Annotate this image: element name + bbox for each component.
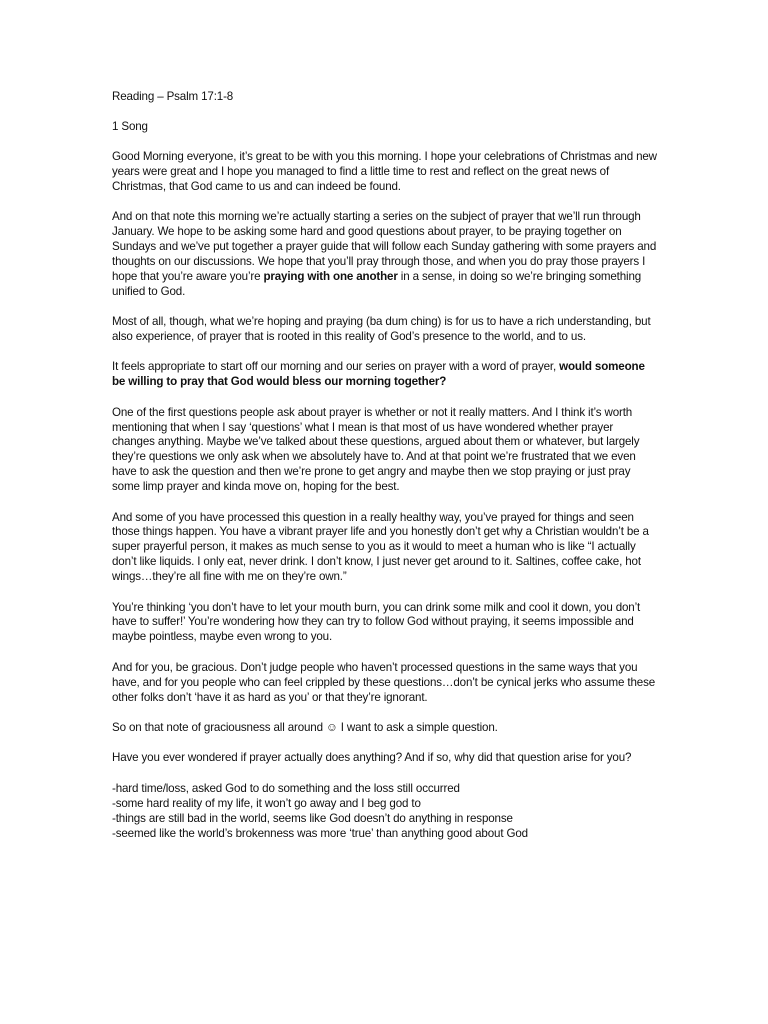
paragraph-you-are-thinking: You’re thinking ‘you don’t have to let your mouth burn, you can drink some milk and cool it down, you don’t have to suffer!’ You’re wondering how they can try to follow God without praying, it seems impossible and maybe pointless, maybe even wrong to you. [112,600,641,644]
list-item: -hard time/loss, asked God to do something and the loss still occurred [112,781,460,795]
paragraph-series-text-b: in a sense, in doing so we’re bringing something unified to God. [112,269,642,298]
paragraph-series-intro [112,210,657,299]
list-item: -seemed like the world’s brokenness was more ‘true’ than anything good about God [112,826,528,840]
song-line: 1 Song [112,119,148,133]
document-page [112,90,657,841]
paragraph-series-text-a: And on that note this morning we’re actually starting a series on the subject of prayer that we’ll run through January. We hope to be asking some hard and good questions about prayer, to be praying together on Sundays and we’ve put together a prayer guide that will follow each Sunday gathering with some prayers and thoughts on our discussions. We hope that you’ll pray through those, and when you do pray those prayers I hope that you’re aware you’re [112,210,657,283]
paragraph-series-emphasis: praying with one another [263,269,398,283]
paragraph-opening-prayer-emphasis: would someone be willing to pray that God would bless our morning together? [112,360,645,389]
list-item: -some hard reality of my life, it won’t go away and I beg god to [112,796,421,810]
reasons-list [112,782,657,842]
paragraph-graciousness: So on that note of graciousness all around ☺ I want to ask a simple question. [112,721,498,734]
paragraph-opening-prayer-text: It feels appropriate to start off our morning and our series on prayer with a word of prayer, [112,360,560,374]
paragraph-be-gracious: And for you, be gracious. Don’t judge people who haven’t processed questions in the same ways that you have, and for you people who can feel crippled by these questions…don’t be cynical jerks who assume these other folks don’t ‘have it as hard as you’ or that they’re ignorant. [112,660,656,704]
paragraph-healthy-processing: And some of you have processed this question in a really healthy way, you’ve prayed for things and seen those things happen. You have a vibrant prayer life and you honestly don’t get why a Christian wouldn’t be a super prayerful person, it makes as much sense to you as it would to meet a human who is like “I actually don’t like liquids. I only eat, never drink. I don’t know, I just never get around to it. Saltines, coffee cake, hot wings…they’re all fine with me on they’re own.” [112,510,649,584]
paragraph-hope: Most of all, though, what we’re hoping and praying (ba dum ching) is for us to have a rich understanding, but also experience, of prayer that is rooted in this reality of God’s presence to the world, and to us. [112,314,651,343]
paragraph-question: Have you ever wondered if prayer actually does anything? And if so, why did that question arise for you? [112,751,632,765]
reading-line: Reading – Psalm 17:1-8 [112,90,234,103]
paragraph-first-questions: One of the first questions people ask about prayer is whether or not it really matters. And I think it’s worth mentioning that when I say ‘questions’ what I mean is that most of us have wondered whether prayer changes anything. Maybe we’ve talked about these questions, argued about them or whatever, but largely they’re questions we only ask when we absolutely have to. And at that point we’re frustrated that we even have to ask the question and then we’re prone to get angry and maybe then we stop praying or just pray some limp prayer and kinda move on, hoping for the best. [112,405,640,494]
paragraph-opening-prayer [112,360,657,390]
list-item: -things are still bad in the world, seems like God doesn’t do anything in response [112,811,513,825]
paragraph-greeting: Good Morning everyone, it’s great to be with you this morning. I hope your celebrations of Christmas and new years were great and I hope you managed to find a little time to rest and reflect on the great news of Christmas, that God came to us and can indeed be found. [112,149,657,193]
